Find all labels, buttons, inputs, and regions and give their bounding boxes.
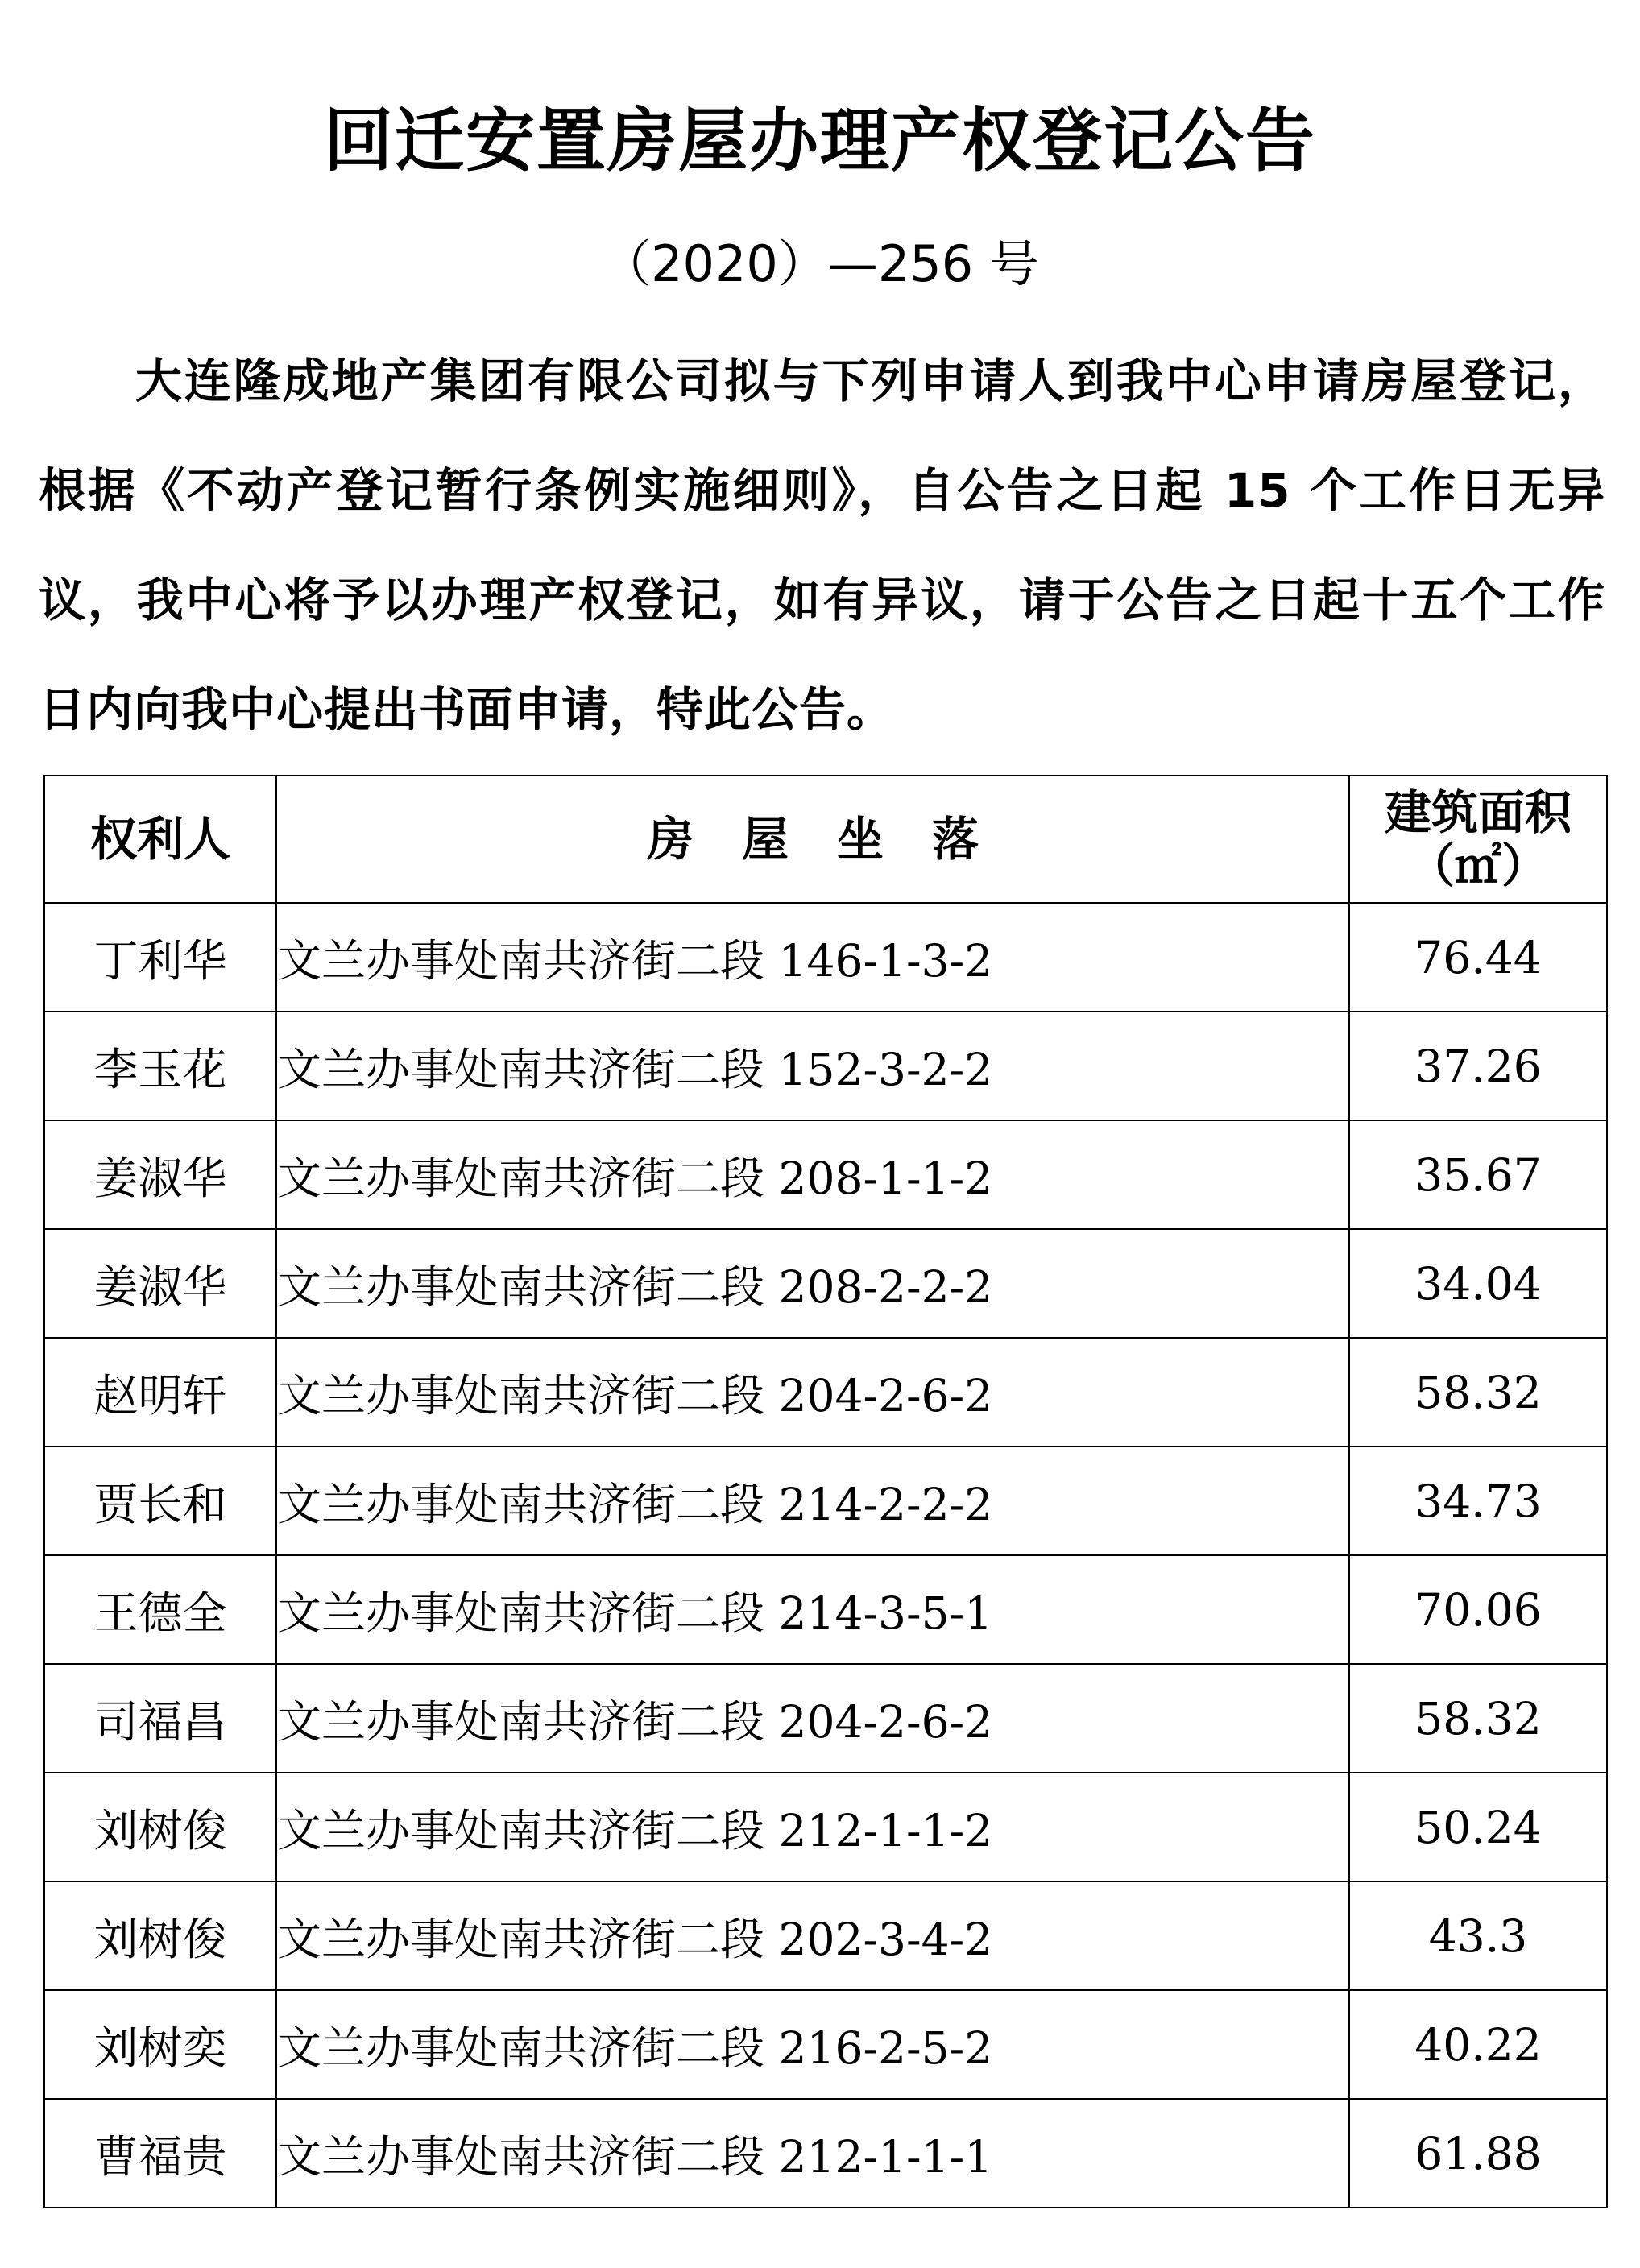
header-address xyxy=(276,776,1349,903)
area-cell: 50.24 xyxy=(1349,1773,1607,1881)
area-cell: 58.32 xyxy=(1349,1338,1607,1446)
address-cell: 文兰办事处南共济街二段 204-2-6-2 xyxy=(276,1338,1349,1446)
table-row xyxy=(44,1664,1607,1773)
owner-cell: 王德全 xyxy=(44,1555,276,1664)
notice-title: 回迁安置房屋办理产权登记公告 xyxy=(324,101,1316,181)
owner-cell: 刘树俊 xyxy=(44,1773,276,1881)
area-cell: 76.44 xyxy=(1349,903,1607,1012)
address-cell: 文兰办事处南共济街二段 214-2-2-2 xyxy=(276,1446,1349,1555)
table-row xyxy=(44,2099,1607,2208)
owner-cell: 丁利华 xyxy=(44,903,276,1012)
owner-cell: 司福昌 xyxy=(44,1664,276,1773)
table-header-row xyxy=(44,776,1607,903)
header-area xyxy=(1349,776,1607,903)
address-cell: 文兰办事处南共济街二段 208-2-2-2 xyxy=(276,1229,1349,1338)
address-cell: 文兰办事处南共济街二段 202-3-4-2 xyxy=(276,1881,1349,1990)
owner-cell: 曹福贵 xyxy=(44,2099,276,2208)
document-number: （2020）—256 号 xyxy=(601,234,1039,293)
registration-table xyxy=(43,775,1608,2208)
notice-body: 大连隆成地产集团有限公司拟与下列申请人到我中心申请房屋登记，根据《不动产登记暂行条例实施细则》，自公告之日起 15 个工作日无异议，我中心将予以办理产权登记，如有异议，请于公告之日起十五个工作日内向我中心提出书面申请，特此公告。 xyxy=(39,354,1605,737)
area-cell: 61.88 xyxy=(1349,2099,1607,2208)
area-cell: 70.06 xyxy=(1349,1555,1607,1664)
address-cell: 文兰办事处南共济街二段 204-2-6-2 xyxy=(276,1664,1349,1773)
table-header xyxy=(44,776,1607,903)
table-row xyxy=(44,1881,1607,1990)
table-row xyxy=(44,1446,1607,1555)
address-cell: 文兰办事处南共济街二段 208-1-1-2 xyxy=(276,1120,1349,1229)
table-body xyxy=(44,903,1607,2208)
table-row xyxy=(44,1338,1607,1446)
owner-cell: 姜淑华 xyxy=(44,1120,276,1229)
table-row xyxy=(44,1229,1607,1338)
area-cell: 34.73 xyxy=(1349,1446,1607,1555)
owner-cell: 赵明轩 xyxy=(44,1338,276,1446)
address-cell: 文兰办事处南共济街二段 212-1-1-1 xyxy=(276,2099,1349,2208)
address-cell: 文兰办事处南共济街二段 146-1-3-2 xyxy=(276,903,1349,1012)
address-cell: 文兰办事处南共济街二段 212-1-1-2 xyxy=(276,1773,1349,1881)
owner-cell: 刘树奕 xyxy=(44,1990,276,2099)
table-row xyxy=(44,1120,1607,1229)
address-cell: 文兰办事处南共济街二段 152-3-2-2 xyxy=(276,1012,1349,1120)
table-row xyxy=(44,1555,1607,1664)
owner-cell: 李玉花 xyxy=(44,1012,276,1120)
area-cell: 37.26 xyxy=(1349,1012,1607,1120)
table-row xyxy=(44,1990,1607,2099)
header-address-label: 房屋坐落 xyxy=(646,812,1027,867)
area-cell: 34.04 xyxy=(1349,1229,1607,1338)
area-cell: 40.22 xyxy=(1349,1990,1607,2099)
area-cell: 58.32 xyxy=(1349,1664,1607,1773)
header-owner: 权利人 xyxy=(44,776,276,903)
owner-cell: 贾长和 xyxy=(44,1446,276,1555)
area-cell: 43.3 xyxy=(1349,1881,1607,1990)
table-row xyxy=(44,903,1607,1012)
header-area-line2: （㎡） xyxy=(1407,838,1548,893)
address-cell: 文兰办事处南共济街二段 216-2-5-2 xyxy=(276,1990,1349,2099)
area-cell: 35.67 xyxy=(1349,1120,1607,1229)
owner-cell: 姜淑华 xyxy=(44,1229,276,1338)
table-row xyxy=(44,1773,1607,1881)
address-cell: 文兰办事处南共济街二段 214-3-5-1 xyxy=(276,1555,1349,1664)
owner-cell: 刘树俊 xyxy=(44,1881,276,1990)
table-row xyxy=(44,1012,1607,1120)
header-area-line1: 建筑面积 xyxy=(1384,785,1572,840)
